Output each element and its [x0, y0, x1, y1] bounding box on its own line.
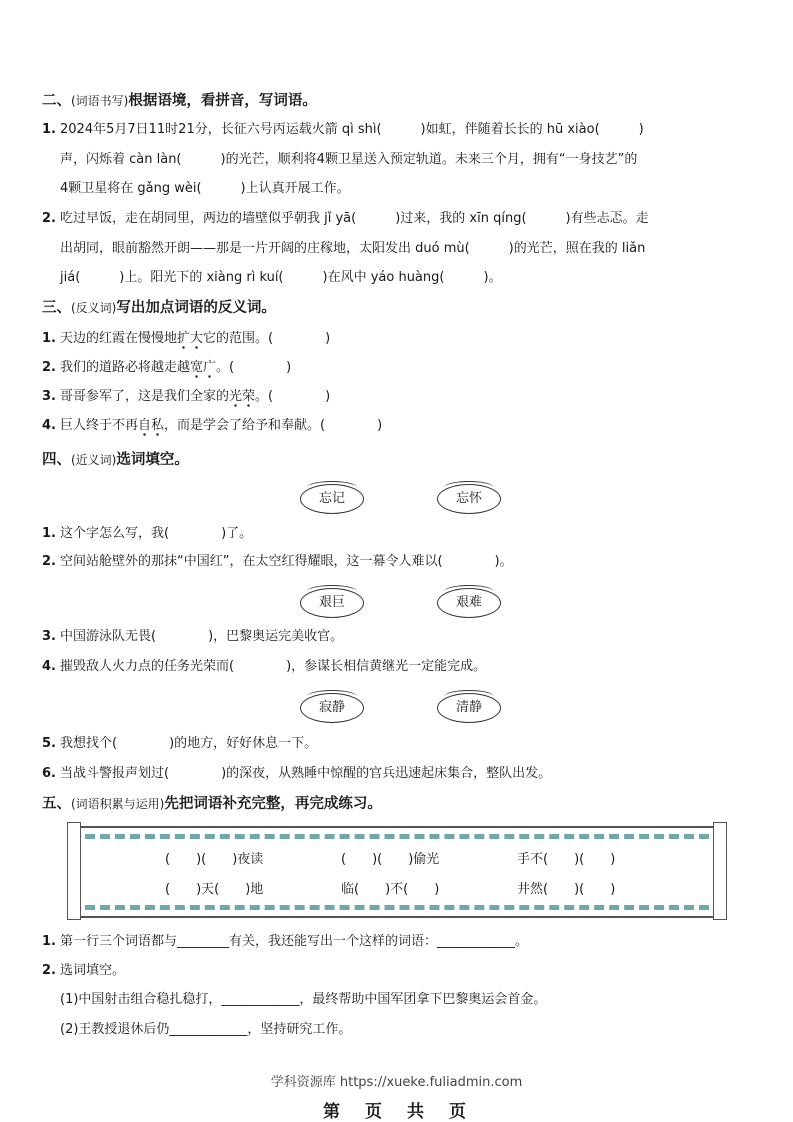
s4-q3 [42, 628, 763, 646]
idiom-r1-c2: ( )( )偷光 [341, 852, 440, 867]
section-2-instruction: 根据语境，看拼音，写词语。 [128, 93, 317, 109]
question-text: 中国游泳队无畏( )，巴黎奥运完美收官。 [60, 629, 344, 644]
s3-item-3 [42, 388, 763, 406]
section-4-instruction: 选词填空。 [116, 452, 189, 468]
word-cloud-1b: 忘怀 [437, 484, 501, 514]
section-2-number: 二、 [42, 93, 71, 109]
word-cloud-3a: 寂静 [300, 693, 364, 723]
word-cloud-3b: 清静 [437, 693, 501, 723]
frame-scroll-left [67, 822, 81, 920]
question-text: 摧毁敌人火力点的任务光荣而( )，参谋长相信黄继光一定能完成。 [60, 659, 487, 674]
idiom-r2-c2: 临( )不( ) [341, 882, 440, 897]
s4-q6 [42, 765, 763, 783]
section-5-title [42, 795, 763, 813]
question-text: 当战斗警报声划过( )的深夜，从熟睡中惊醒的官兵迅速起床集合，整队出发。 [60, 766, 552, 781]
question-number: 1. [42, 331, 56, 346]
question-text: 它的范围。( ) [203, 331, 331, 346]
question-text: 吃过早饭，走在胡同里，两边的墙壁似乎朝我 jǐ yā( )过来，我的 xīn qíng( )有些忐忑。走 [60, 211, 649, 226]
s2-q2-line1 [42, 210, 763, 228]
question-text: 。( ) [255, 389, 331, 404]
question-text: 空间站舱壁外的那抹“中国红”，在太空红得耀眼，这一幕令人难以( )。 [60, 554, 513, 569]
s4-q2 [42, 553, 763, 571]
word-cloud-2b: 艰难 [437, 588, 501, 618]
question-text: 2024年5月7日11时21分，长征六号丙运载火箭 qì shì( )如虹，伴随着长长的 hū xiào( ) [60, 122, 644, 137]
question-number: 1. [42, 526, 56, 541]
question-text: 哥哥参军了，这是我们全家的 [60, 389, 230, 404]
word-cloud-1a: 忘记 [300, 484, 364, 514]
idiom-r2-c1: ( )天( )地 [165, 882, 264, 897]
section-3-title [42, 299, 763, 317]
question-text: ，而是学会了给予和奉献。( ) [164, 418, 383, 433]
section-4-number: 四、 [42, 452, 71, 468]
section-5-tag: (词语积累与运用) [71, 797, 165, 811]
s2-q2-line2: 出胡同，眼前豁然开朗——那是一片开阔的庄稼地，太阳发出 duó mù( )的光芒，照在我的 liǎn [60, 241, 646, 256]
question-text: 巨人终于不再 [60, 418, 139, 433]
question-text: 我们的道路必将越走越 [60, 360, 191, 375]
s5-q2 [42, 962, 763, 980]
question-text: 我想找个( )的地方，好好休息一下。 [60, 736, 318, 751]
question-text: 这个字怎么写，我( )了。 [60, 526, 253, 541]
idiom-r1-c3: 手不( )( ) [517, 852, 616, 867]
section-3-tag: (反义词) [71, 301, 117, 315]
question-text: 选词填空。 [60, 963, 126, 978]
dotted-word: 自私 [138, 418, 164, 437]
section-3-number: 三、 [42, 300, 71, 316]
dotted-word: 扩大 [177, 331, 203, 350]
s5-q1 [42, 933, 763, 951]
section-4-tag: (近义词) [71, 453, 117, 467]
word-cloud-2a: 艰巨 [300, 588, 364, 618]
frame-dashed-border [85, 834, 709, 910]
question-number: 1. [42, 934, 56, 949]
s4-q1 [42, 525, 763, 543]
idiom-r1-c1: ( )( )夜读 [165, 852, 264, 867]
dotted-word: 光荣 [229, 389, 255, 408]
question-number: 1. [42, 122, 56, 137]
s4-q5 [42, 735, 763, 753]
dotted-word: 宽广 [190, 360, 216, 379]
s3-item-1 [42, 330, 763, 348]
question-text: 。( ) [216, 360, 292, 375]
s2-q1-line2: 声，闪烁着 càn làn( )的光芒，顺利将4颗卫星送入预定轨道。未来三个月，拥有“一身技艺”的 [60, 152, 638, 167]
s2-q2-line3: jiá( )上。阳光下的 xiàng rì kuí( )在风中 yáo huàng( )。 [60, 270, 502, 285]
question-number: 6. [42, 766, 56, 781]
s3-item-2 [42, 359, 763, 377]
question-number: 2. [42, 963, 56, 978]
section-2-tag: (词语书写) [71, 94, 129, 108]
question-text: 第一行三个词语都与________有关，我还能写出一个这样的词语：____________。 [60, 934, 529, 949]
section-5-instruction: 先把词语补充完整，再完成练习。 [164, 796, 382, 812]
section-2-title [42, 92, 763, 110]
idiom-r2-c3: 井然( )( ) [517, 882, 616, 897]
s5-q2b: (2)王教授退休后仍____________，坚持研究工作。 [60, 1022, 352, 1037]
s4-q4 [42, 658, 763, 676]
question-number: 2. [42, 211, 56, 226]
question-number: 4. [42, 418, 56, 433]
source-watermark: 学科资源库 https://xueke.fuliadmin.com [270, 1075, 523, 1090]
section-3-instruction: 写出加点词语的反义词。 [116, 300, 276, 316]
section-5-number: 五、 [42, 796, 71, 812]
question-number: 2. [42, 360, 56, 375]
frame-scroll-right [713, 822, 727, 920]
s5-q2a: (1)中国射击组合稳扎稳打，____________，最终帮助中国军团拿下巴黎奥运会首金。 [60, 992, 547, 1007]
question-number: 3. [42, 629, 56, 644]
s2-q1-line1 [42, 121, 763, 139]
question-number: 3. [42, 389, 56, 404]
question-number: 2. [42, 554, 56, 569]
s3-item-4 [42, 417, 763, 435]
section-4-title [42, 451, 763, 469]
question-text: 天边的红霞在慢慢地 [60, 331, 178, 346]
idiom-frame [77, 826, 717, 918]
question-number: 5. [42, 736, 56, 751]
question-number: 4. [42, 659, 56, 674]
s2-q1-line3: 4颗卫星将在 gǎng wèi( )上认真开展工作。 [60, 181, 350, 196]
page-number: 第 页 共 页 [323, 1102, 470, 1122]
